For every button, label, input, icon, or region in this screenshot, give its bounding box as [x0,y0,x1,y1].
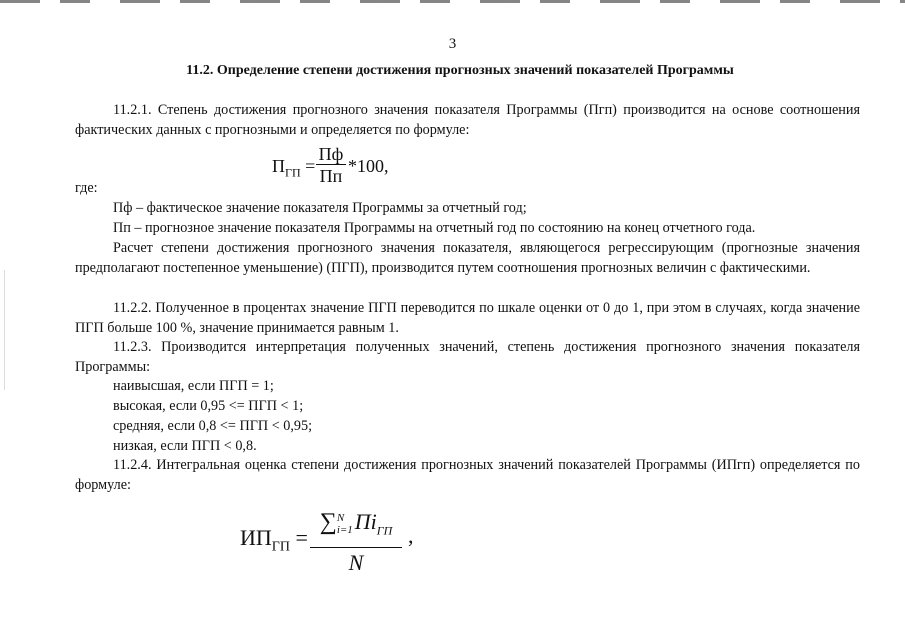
scan-left-edge [4,270,5,390]
sum-symbol: ∑ [319,509,337,535]
definition-pf: Пф – фактическое значение показателя Программы за отчетный год; [113,200,527,216]
scan-top-edge [0,0,905,3]
sum-lower-limit: i=1 [336,523,353,536]
sum-term: Пi [354,509,377,534]
paragraph-regression: Расчет степени достижения прогнозного значения показателя, являющегося регрессирующим (прогнозные значения предполагают постепенное уменьшение) (ПГП), производится путем соотношения прогнозных величин с фактическими. [75,240,860,276]
definition-pp: Пп – прогнозное значение показателя Программы на отчетный год по состоянию на конец отчетного года. [113,220,756,236]
page-number: 3 [448,36,457,52]
formula-ipgp-fraction [310,505,402,578]
paragraph-11-2-1: 11.2.1. Степень достижения прогнозного значения показателя Программы (Пгп) производится на основе соотношения фактических данных с прогнозными и определяется по формуле: [75,102,860,138]
formula-pgp-denominator: Пп [319,166,343,186]
formula-ipgp-denominator: N [348,550,364,576]
formula-ipgp-comma: , [408,523,414,548]
formula-pgp-lhs [272,156,315,181]
where-label: где: [75,180,98,196]
formula-pgp-fraction [316,144,346,187]
formula-ipgp-lhs [240,525,308,555]
formula-pgp-multiplier: *100, [348,156,389,176]
sum-limits [337,512,353,536]
formula-ipgp-numerator [310,505,402,548]
formula-ipgp-equals: = [295,525,308,550]
paragraph-11-2-4: 11.2.4. Интегральная оценка степени достижения прогнозных значений показателей Программы (ИПгп) определяется по формуле: [75,457,860,493]
level-low: низкая, если ПГП < 0,8. [113,438,257,454]
formula-ipgp-symbol: ИП [240,525,272,550]
level-medium: средняя, если 0,8 <= ПГП < 0,95; [113,418,313,434]
formula-ipgp-subscript: ГП [271,539,290,555]
formula-pgp-numerator: Пф [316,144,346,165]
formula-pgp-symbol: П [272,156,285,176]
sum-upper-limit: N [336,511,345,524]
paragraph-11-2-2: 11.2.2. Полученное в процентах значение ПГП переводится по шкале оценки от 0 до 1, при этом в случаях, когда значение ПГП больше 100 %, значение принимается равным 1. [75,300,860,336]
formula-pgp-subscript: ГП [285,165,301,180]
paragraph-11-2-3: 11.2.3. Производится интерпретация полученных значений, степень достижения прогнозного значения показателя Программы: [75,339,860,375]
sum-term-subscript: ГП [376,523,393,538]
formula-pgp-equals: = [305,156,316,176]
level-high: высокая, если 0,95 <= ПГП < 1; [113,398,304,414]
section-heading: 11.2. Определение степени достижения прогнозных значений показателей Программы [186,63,734,78]
level-highest: наивысшая, если ПГП = 1; [113,378,274,394]
